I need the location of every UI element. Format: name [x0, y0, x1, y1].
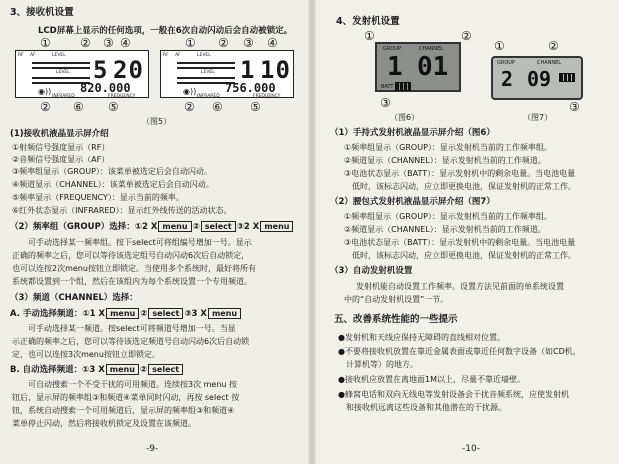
handheld-item: 低时，该标志闪动，应立即更换电池，保证发射机的正常工作。	[344, 182, 576, 191]
callout-number: ③	[569, 100, 580, 114]
receiver-lcd-b: RF AF LEVEL LEVEL 1 10 ◉)) 756.000 INFRARED FREQUENCY	[160, 50, 294, 98]
select-key: select	[148, 308, 183, 319]
callout-number: ①	[364, 29, 375, 43]
channel-digits: 01	[417, 52, 449, 82]
sec1-item: ⑥红外状态显示（INFRARED）：显示红外线传送的活动状态。	[12, 206, 232, 215]
sec1-title: (1)接收机液晶显示屏介绍	[10, 129, 109, 139]
bodypack-item: ①频率组显示（GROUP）：显示发射机当前的工作频率组。	[344, 212, 552, 221]
group-digit: 5	[93, 56, 109, 84]
sec1-item: ⑤频率显示（FREQUENCY）：显示当前的频率。	[12, 193, 184, 202]
callout-number: ②	[218, 36, 229, 50]
auto-channel-title: B. 自动选择频道：①3 X menu ② select	[10, 364, 184, 375]
auto-channel-para: 可自动搜索一个不受干扰的可用频道。连续按3次 menu 按	[28, 380, 238, 389]
callout-number: ②	[80, 36, 91, 50]
callout-number: ③	[380, 96, 391, 110]
tip-item: ●不要将接收机放置在靠近金属表面或靠近任何数字设备（如CD机，	[338, 347, 581, 356]
transmitter-heading: 4、发射机设置	[336, 16, 400, 27]
sec2-para: 也可以连按2次menu按钮立即锁定。当使用多个系统时，最好将所有	[12, 264, 256, 273]
sec1-item: ②音频信号强度显示（AF）	[12, 155, 110, 164]
page-number: -10-	[462, 444, 480, 454]
callout-number: ③	[103, 36, 114, 50]
callout-number: ②	[548, 39, 559, 53]
auto-channel-para: 钮，系统自动搜索一个可用频道后，显示屏的频率组③和频道④	[12, 406, 235, 415]
callout-number: ⑤	[250, 100, 261, 114]
group-digit: 2	[501, 67, 514, 91]
receiver-lcd-a: RF AF LEVEL LEVEL 5 20 ◉)) 820.000 INFRARED FREQUENCY	[15, 50, 149, 98]
tip-item: ●发射机和天线应保持无障碍的直线相对位置。	[338, 333, 505, 342]
auto-tx-para: 中的“自动发射机设置”一节。	[344, 295, 449, 304]
manual-channel-para: 定，也可以连按3次menu按钮立即锁定。	[12, 350, 160, 359]
figure-6-caption: （图6）	[390, 113, 420, 122]
battery-icon	[559, 73, 575, 82]
bodypack-title: （2）腰包式发射机液晶显示屏介绍（图7）	[330, 197, 495, 207]
infrared-icon: ◉))	[183, 87, 197, 96]
callout-number: ④	[267, 36, 278, 50]
channel-digits: 09	[527, 67, 552, 91]
receiver-intro: LCD屏幕上显示的任何选项，一般在6次自动闪动后会自动被锁定。	[38, 26, 293, 36]
receiver-heading: 3、接收机设置	[10, 7, 74, 18]
bodypack-item: ③电池状态显示（BATT）：显示发射机中的剩余电量。当电池电量	[344, 238, 576, 247]
handheld-item: ②频道显示（CHANNEL）：显示发射机当前的工作频道。	[344, 156, 546, 165]
select-key: select	[201, 221, 236, 232]
channel-digits: 20	[113, 56, 144, 84]
group-digit: 1	[387, 52, 403, 82]
figure-5-caption: （图5）	[142, 117, 172, 126]
callout-number: ②	[184, 100, 195, 114]
bodypack-item: ②频道显示（CHANNEL）：显示发射机当前的工作频道。	[344, 225, 546, 234]
callout-number: ②	[461, 29, 472, 43]
menu-key: menu	[208, 308, 241, 319]
callout-number: ③	[243, 36, 254, 50]
handheld-item: ③电池状态显示（BATT）：显示发射机中的剩余电量。当电池电量	[344, 169, 576, 178]
menu-key: menu	[106, 364, 139, 375]
tip-item: ●蜂窝电话和双向无线电等发射设备会干扰音频系统，应使发射机	[338, 390, 569, 399]
book-spine	[308, 0, 316, 464]
bodypack-lcd: GROUP CHANNEL 2 09	[491, 56, 583, 100]
callout-number: ⑥	[212, 100, 223, 114]
tip-item: ●接收机应放置在离地面1M以上，尽量不靠近墙壁。	[338, 375, 525, 384]
menu-key: menu	[260, 221, 293, 232]
callout-number: ①	[494, 39, 505, 53]
auto-tx-para: 发射机能自动设置工作频率。设置方法见前面的单系统设置	[356, 282, 564, 291]
sec1-item: ③频率组显示（GROUP）：该菜单被选定后会自动闪动。	[12, 167, 212, 176]
callout-number: ⑥	[73, 100, 84, 114]
frequency-readout: 820.000	[80, 81, 131, 95]
sec3-title: （3）频道（CHANNEL）选择：	[10, 293, 138, 303]
manual-channel-para: 可手动选择某一频道。按select可将频道号增加一号。当显	[28, 324, 236, 333]
handheld-lcd: GROUP CHANNEL 1 01 BATT	[375, 42, 461, 92]
menu-key: menu	[106, 308, 139, 319]
callout-number: ①	[185, 36, 196, 50]
callout-number: ④	[120, 36, 131, 50]
bodypack-item: 低时，该标志闪动，应立即更换电池，保证发射机的正常工作。	[344, 251, 576, 260]
sec2-para: 系统都设置到一个组，然后在该组内为每个系统设置一个专用频道。	[12, 277, 252, 286]
sec2-para: 可手动选择某一频率组。按下select可将组编号增加一号。显示	[28, 238, 252, 247]
auto-tx-title: （3）自动发射机设置	[330, 266, 413, 276]
rf-level-bars	[32, 62, 90, 69]
group-digit: 1	[240, 56, 256, 84]
page-number: -9-	[146, 444, 159, 454]
rf-level-bars	[177, 62, 235, 69]
sec2-title: （2）频率组（GROUP）选择：①2 X menu ② select ③2 X menu	[10, 221, 294, 232]
callout-number: ②	[40, 100, 51, 114]
sec1-item: ①射频信号强度显示（RF）	[12, 143, 110, 152]
tip-item: 和接收机远离这些设备和其他潜在的干扰源。	[338, 403, 506, 412]
select-key: select	[148, 364, 183, 375]
sec1-item: ④频道显示（CHANNEL）：该菜单被选定后会自动闪动。	[12, 180, 214, 189]
menu-key: menu	[158, 221, 191, 232]
infrared-icon: ◉))	[38, 87, 52, 96]
auto-channel-para: 钮后，显示屏的频率组③和频道④菜单同时闪动，再按 select 按	[12, 393, 240, 402]
callout-number: ⑤	[108, 100, 119, 114]
channel-digits: 10	[260, 56, 291, 84]
manual-channel-title: A. 手动选择频道：①1 X menu ② select ③3 X menu	[10, 308, 242, 319]
tip-item: 计算机等）的地方。	[338, 360, 418, 369]
manual-channel-para: 示正确的频率之后，您可以等待该选定频道号自动闪动6次后自动锁	[12, 337, 250, 346]
handheld-item: ①频率组显示（GROUP）：显示发射机当前的工作频率组。	[344, 143, 552, 152]
figure-7-caption: （图7）	[523, 113, 553, 122]
auto-channel-para: 菜单停止闪动，然后将接收机锁定及设置在该频道。	[12, 419, 196, 428]
handheld-title: （1）手持式发射机液晶显示屏介绍（图6）	[330, 128, 495, 138]
frequency-readout: 756.000	[225, 81, 276, 95]
callout-number: ①	[40, 36, 51, 50]
battery-icon	[395, 82, 411, 91]
tips-heading: 五、改善系统性能的一些提示	[334, 314, 458, 325]
sec2-para: 正确的频率之后，您可以等待该选定组号自动闪动6次后自动锁定，	[12, 251, 250, 260]
